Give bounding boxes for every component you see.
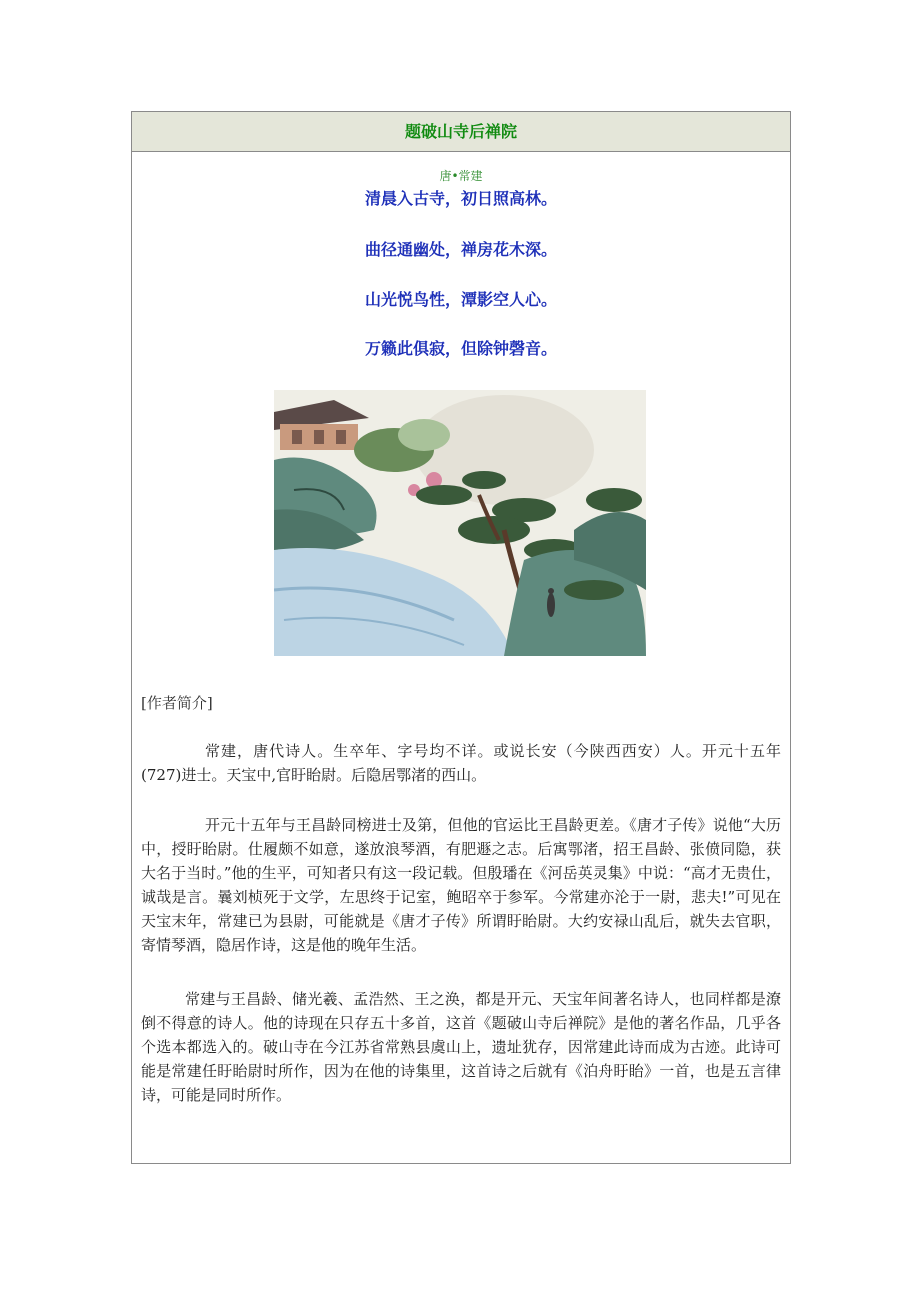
bio-paragraph-2: 开元十五年与王昌龄同榜进士及第，但他的官运比王昌龄更差。《唐才子传》说他“大历中，授盱眙尉。仕履颇不如意，遂放浪琴酒，有肥遯之志。后寓鄂渚，招王昌龄、张偾同隐，获大名于当时。”他的生平，可知者只有这一段记载。但殷璠在《河岳英灵集》中说：“高才无贵仕，诚哉是言。曩刘桢死于文学，左思终于记室，鲍昭卒于参军。今常建亦沦于一尉，悲夫!”可见在天宝末年，常建已为县尉，可能就是《唐才子传》所谓盱眙尉。大约安禄山乱后，就失去官职，寄情琴酒，隐居作诗，这是他的晚年生活。 — [141, 816, 781, 954]
bio-paragraph-1: 常建，唐代诗人。生卒年、字号均不详。或说长安（今陕西西安）人。开元十五年(727)进士。天宝中,官盱眙尉。后隐居鄂渚的西山。 — [141, 742, 781, 784]
poem-line-1: 清晨入古寺，初日照高林。 — [364, 189, 557, 208]
poem-author: 唐•常建 — [439, 169, 483, 183]
document-box — [131, 111, 791, 1164]
poem-line-3: 山光悦鸟性，潭影空人心。 — [364, 290, 557, 309]
bio-paragraph-3: 常建与王昌龄、储光羲、孟浩然、王之涣，都是开元、天宝年间著名诗人，也同样都是潦倒不得意的诗人。他的诗现在只存五十多首，这首《题破山寺后禅院》是他的著名作品，几乎各个选本都选入的。破山寺在今江苏省常熟县虞山上，遗址犹存，因常建此诗而成为古迹。此诗可能是常建任盱眙尉时所作，因为在他的诗集里，这首诗之后就有《泊舟盱眙》一首，也是五言律诗，可能是同时所作。 — [141, 990, 781, 1104]
author-intro-heading: [作者简介] — [141, 694, 213, 712]
landscape-painting — [274, 390, 646, 656]
poem-line-2: 曲径通幽处，禅房花木深。 — [364, 240, 557, 259]
poem-line-4: 万籁此俱寂，但除钟磬音。 — [364, 339, 557, 358]
poem-title: 题破山寺后禅院 — [132, 112, 790, 152]
